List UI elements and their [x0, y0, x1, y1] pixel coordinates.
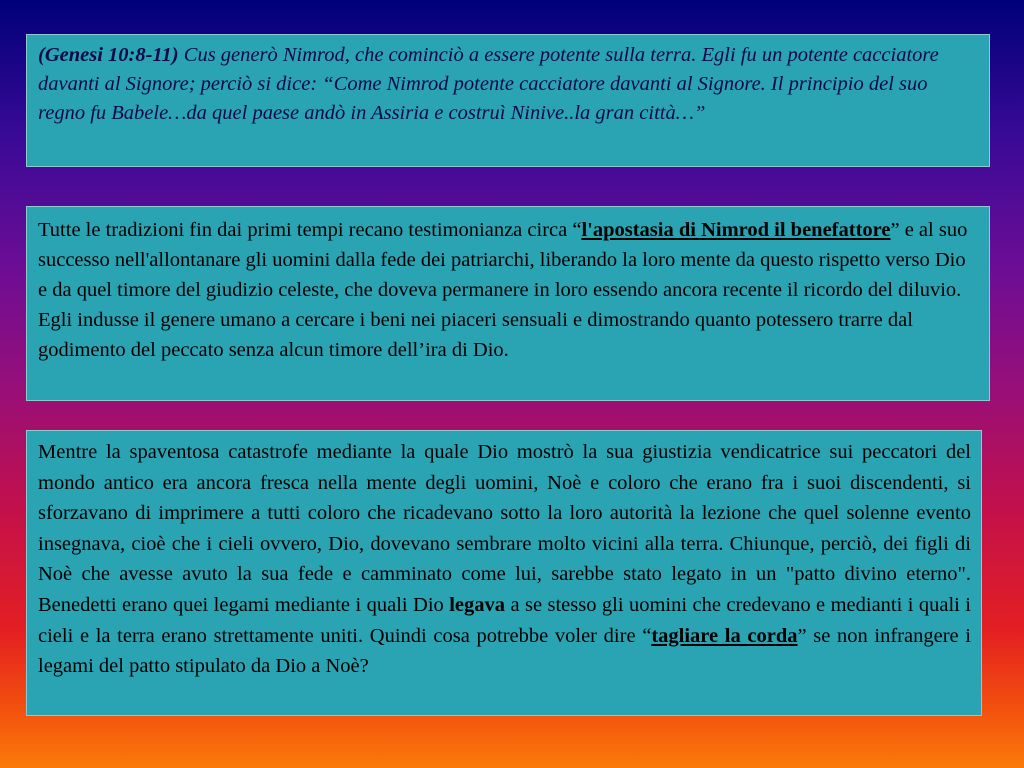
genesis-quote-box — [26, 34, 990, 167]
tagliare-la-corda-highlight: tagliare la corda — [651, 624, 798, 647]
genesis-quote-text — [38, 41, 979, 128]
catastrofe-paragraph — [38, 437, 971, 682]
tradizioni-paragraph — [38, 215, 979, 365]
catastrofe-text-1: Mentre la spaventosa catastrofe mediante la quale Dio mostrò la sua giustizia vendicatrice sui peccatori del mondo antico era ancora fresca nella mente degli uomini, Noè e coloro che erano fra i suoi discendenti, si sforzavano di imprimere a tutti coloro che ricadevano sotto la loro autorità la lezione che quel solenne evento insegnava, cioè che i cieli ovvero, Dio, dovevano sembrare molto vicini alla terra. Chiunque, perciò, dei figli di Noè che avesse avuto la sua fede e camminato come lui, sarebbe stato legato in un "patto divino eterno". Benedetti erano quei legami mediante i quali Dio — [38, 441, 971, 616]
catastrofe-text-box — [26, 430, 982, 716]
genesis-reference: (Genesi 10:8-11) — [38, 44, 179, 66]
tradizioni-text-before: Tutte le tradizioni fin dai primi tempi recano testimonianza circa “ — [38, 219, 582, 241]
apostasia-nimrod-highlight: l'apostasia di Nimrod il benefattore — [581, 219, 891, 241]
legava-bold-word: legava — [449, 593, 506, 616]
tradizioni-text-box — [26, 206, 990, 401]
catastrofe-text-3: ” se non infrangere i legami del patto stipulato da Dio a Noè? — [38, 624, 971, 678]
catastrofe-text-2: a se stesso gli uomini che credevano e medianti i quali i cieli e la terra erano strettamente uniti. Quindi cosa potrebbe voler dire “ — [38, 593, 971, 647]
genesis-text: Cus generò Nimrod, che cominciò a essere potente sulla terra. Egli fu un potente cacciatore davanti al Signore; perciò si dice: “Come Nimrod potente cacciatore davanti al Signore. Il principio del suo regno fu Babele…da quel paese andò in Assiria e costruì Ninive..la gran città…” — [38, 44, 939, 124]
tradizioni-text-after: ” e al suo successo nell'allontanare gli uomini dalla fede dei patriarchi, liberando la loro mente da questo rispetto verso Dio e da quel timore del giudizio celeste, che doveva permanere in loro essendo ancora recente il ricordo del diluvio. Egli indusse il genere umano a cercare i beni nei piaceri sensuali e dimostrando quanto potessero trarre dal godimento del peccato senza alcun timore dell’ira di Dio. — [38, 219, 968, 361]
